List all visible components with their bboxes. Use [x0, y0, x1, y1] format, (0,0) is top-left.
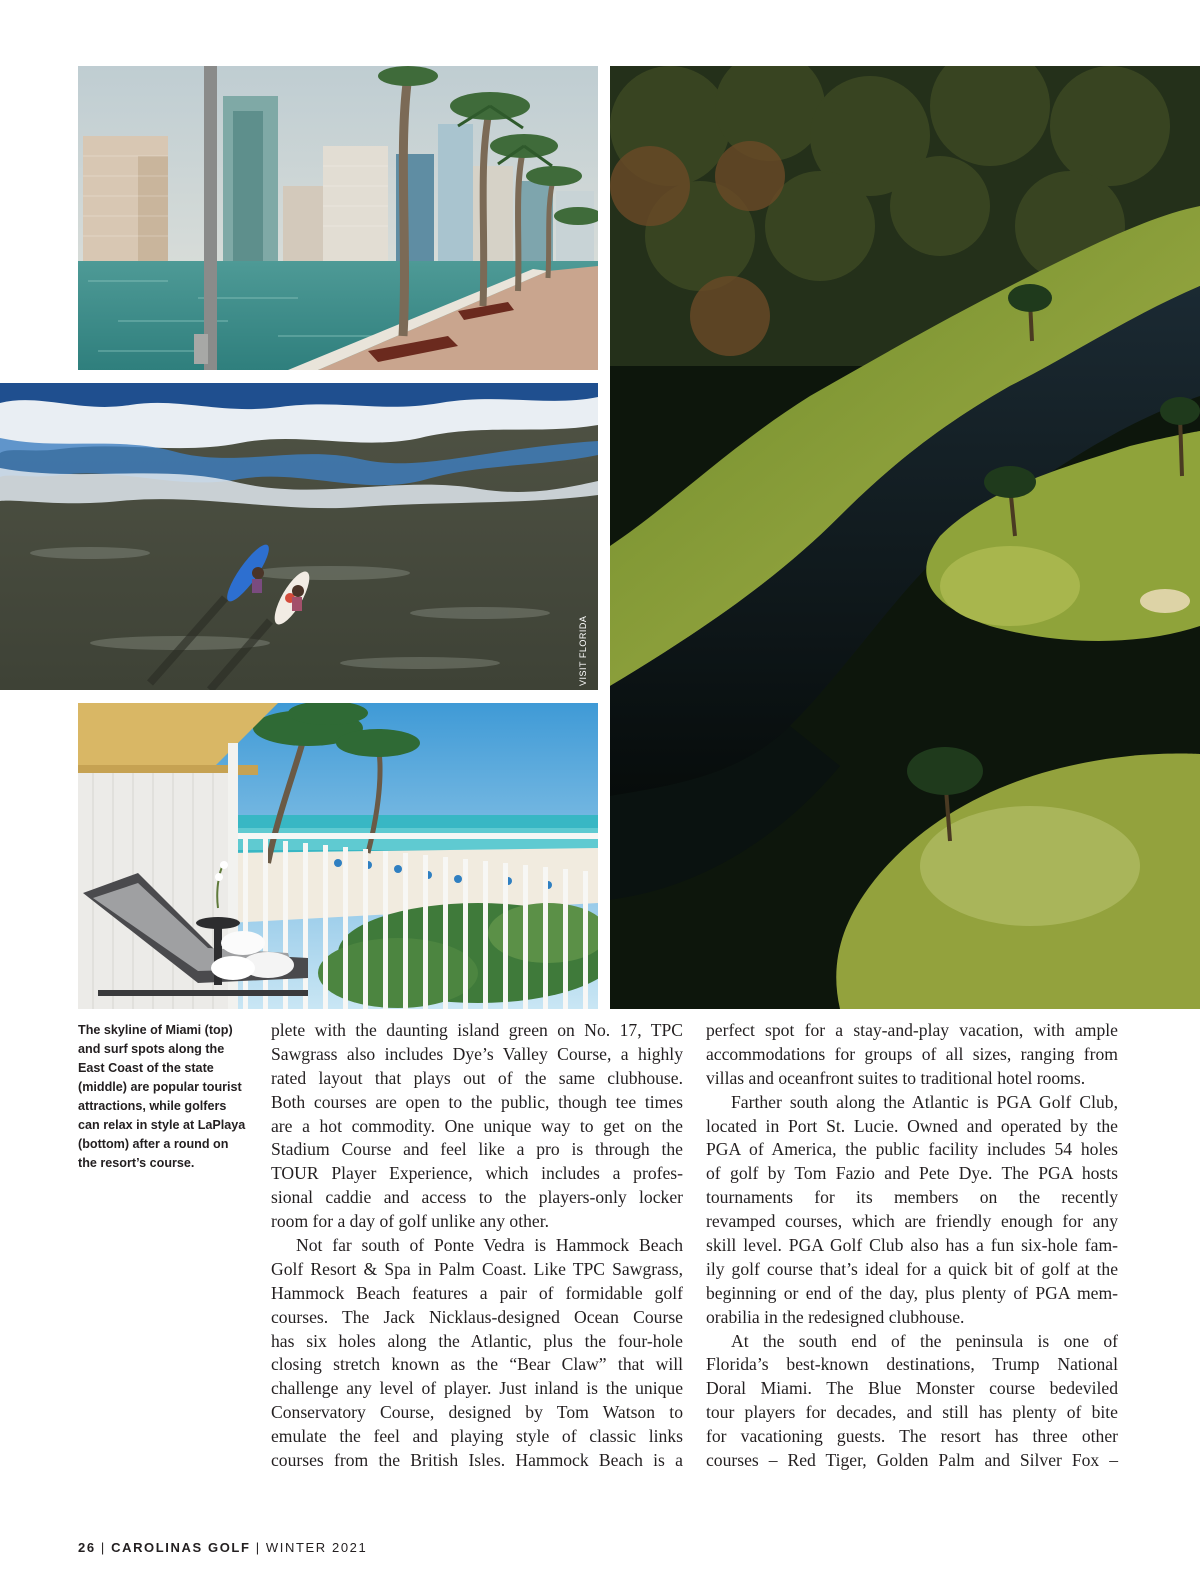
photo-golf-course-aerial: [610, 66, 1200, 1009]
article-line: sional caddie and access to the players-only locker: [271, 1187, 683, 1208]
surfers-illustration: [0, 383, 598, 690]
article-line: Doral Miami. The Blue Monster course bedeviled: [706, 1378, 1118, 1399]
article-line: orabilia in the redesigned clubhouse.: [706, 1306, 965, 1327]
magazine-name: CAROLINAS GOLF: [111, 1540, 251, 1555]
article-line: located in Port St. Lucie. Owned and operated by the: [706, 1115, 1118, 1136]
page-number: 26: [78, 1540, 96, 1555]
article-line: plete with the daunting island green on No. 17, TPC: [271, 1020, 683, 1040]
article-line: beginning or end of the day, plus plenty of PGA mem-: [706, 1282, 1118, 1303]
caption-line: can relax in style at LaPlaya: [78, 1118, 246, 1132]
article-line: Golf Resort & Spa in Palm Coast. Like TPC Sawgrass,: [271, 1258, 683, 1279]
caption-line: attractions, while golfers: [78, 1099, 227, 1113]
miami-skyline-illustration: [78, 66, 598, 370]
article-line: At the south end of the peninsula is one of: [731, 1330, 1118, 1351]
article-line: ily golf course that’s ideal for a quick bit of golf at the: [706, 1258, 1118, 1279]
caption-line: East Coast of the state: [78, 1061, 214, 1075]
photo-credit: VISIT FLORIDA: [578, 615, 588, 686]
photo-surfers: [0, 383, 598, 690]
article-line: tour players for decades, and still has plenty of bite: [706, 1402, 1118, 1423]
article-line: for vacationing guests. The resort has three other: [706, 1426, 1118, 1447]
issue-date: WINTER 2021: [265, 1540, 368, 1555]
article-line: Hammock Beach features a pair of formidable golf: [271, 1282, 683, 1303]
article-line: emulate the feel and playing style of classic links: [271, 1426, 683, 1447]
article-line: PGA of America, the public facility includes 54 holes: [706, 1139, 1118, 1160]
article-line: accommodations for groups of all sizes, ranging from: [706, 1043, 1118, 1064]
article-line: are a hot commodity. One unique way to get on the: [271, 1115, 683, 1136]
balcony-illustration: [78, 703, 598, 1009]
article-line: skill level. PGA Golf Club also has a fun six-hole fam-: [706, 1235, 1118, 1256]
article-line: challenge any level of player. Just inland is the unique: [271, 1378, 683, 1399]
article-line: rated layout that plays out of the same clubhouse.: [271, 1067, 683, 1088]
article-column-right: [706, 1019, 1118, 1473]
photo-miami-skyline: [78, 66, 598, 370]
article-line: TOUR Player Experience, which includes a profes-: [271, 1163, 683, 1184]
article-line: courses from the British Isles. Hammock Beach is a: [271, 1450, 683, 1471]
caption-line: the resort’s course.: [78, 1156, 195, 1170]
article-line: courses. The Jack Nicklaus-designed Ocean Course: [271, 1306, 683, 1327]
article-line: courses – Red Tiger, Golden Palm and Silver Fox –: [706, 1450, 1118, 1471]
article-line: revamped courses, which are friendly enough for any: [706, 1211, 1118, 1232]
article-line: Farther south along the Atlantic is PGA Golf Club,: [731, 1091, 1118, 1112]
article-line: Conservatory Course, designed by Tom Watson to: [271, 1402, 683, 1423]
article-line: of golf by Tom Fazio and Pete Dye. The PGA hosts: [706, 1163, 1118, 1184]
article-line: room for a day of golf unlike any other.: [271, 1211, 550, 1232]
golf-course-illustration: [610, 66, 1200, 1009]
folio-separator: |: [255, 1540, 261, 1555]
page-folio: [78, 1540, 367, 1555]
caption-line: (middle) are popular tourist: [78, 1080, 242, 1094]
photo-caption: [78, 1021, 262, 1173]
article-line: has six holes along the Atlantic, plus the four-hole: [271, 1330, 683, 1351]
article-line: Both courses are open to the public, though tee times: [271, 1091, 683, 1112]
article-line: closing stretch known as the “Bear Claw” that will: [271, 1354, 683, 1375]
article-line: Not far south of Ponte Vedra is Hammock Beach: [296, 1235, 683, 1256]
article-line: perfect spot for a stay-and-play vacation, with ample: [706, 1020, 1118, 1040]
article-line: villas and oceanfront suites to traditional hotel rooms.: [706, 1067, 1086, 1088]
article-line: Stadium Course and feel like a pro is through the: [271, 1139, 683, 1160]
caption-line: (bottom) after a round on: [78, 1137, 229, 1151]
article-line: tournaments for its members on the recently: [706, 1187, 1118, 1208]
folio-separator: |: [100, 1540, 106, 1555]
photo-laplaya-balcony: [78, 703, 598, 1009]
article-line: Sawgrass also includes Dye’s Valley Course, a highly: [271, 1043, 683, 1064]
caption-line: and surf spots along the: [78, 1042, 225, 1056]
caption-line: The skyline of Miami (top): [78, 1023, 233, 1037]
article-line: Florida’s best-known destinations, Trump National: [706, 1354, 1118, 1375]
article-column-middle: [271, 1019, 683, 1473]
